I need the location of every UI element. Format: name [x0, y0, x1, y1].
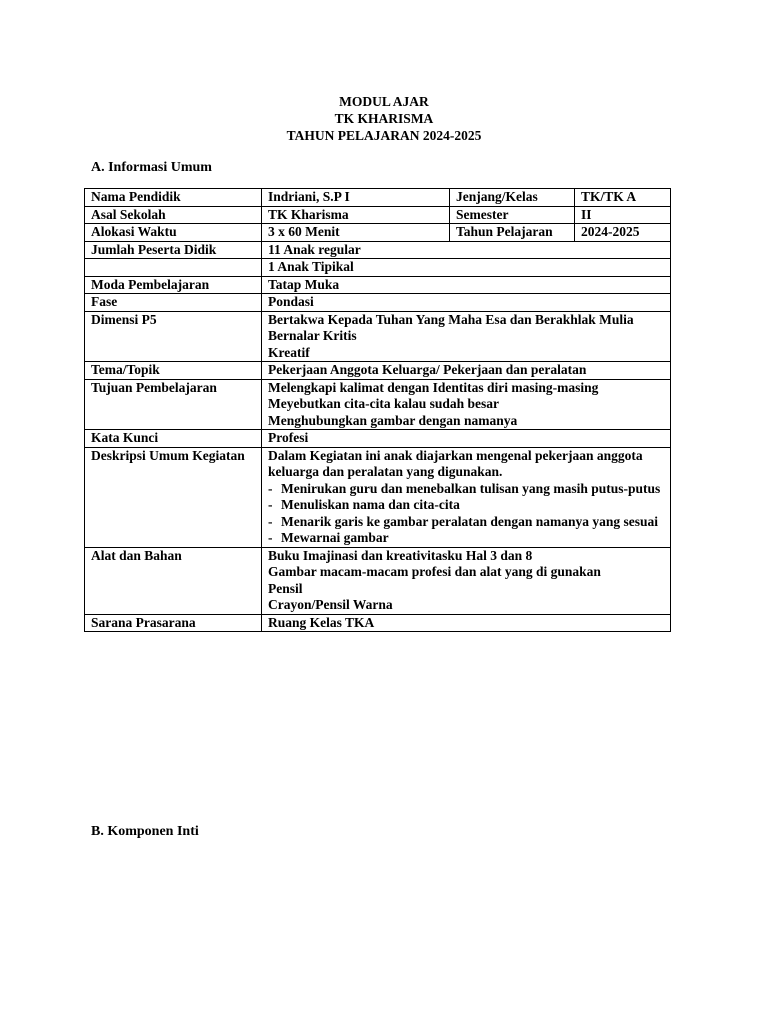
nama-pendidik-value: Indriani, S.P I — [262, 189, 450, 207]
deskripsi-values — [262, 447, 671, 547]
table-row — [85, 189, 671, 207]
alokasi-label: Alokasi Waktu — [85, 224, 262, 242]
alat-item: Gambar macam-macam profesi dan alat yang di gunakan — [268, 564, 601, 579]
bullet-dash: - — [268, 513, 273, 529]
bullet-dash: - — [268, 497, 273, 512]
deskripsi-bullet — [268, 481, 664, 498]
sarana-value: Ruang Kelas TKA — [262, 614, 671, 632]
section-b-heading: B. Komponen Inti — [91, 824, 199, 839]
info-table — [84, 188, 671, 632]
bullet-text: Menuliskan nama dan cita-cita — [281, 497, 460, 512]
table-row — [85, 241, 671, 259]
tujuan-label: Tujuan Pembelajaran — [85, 379, 262, 430]
tahun-label: Tahun Pelajaran — [450, 224, 575, 242]
alat-item: Pensil — [268, 580, 303, 596]
deskripsi-intro: Dalam Kegiatan ini anak diajarkan mengenal pekerjaan anggota keluarga dan peralatan yang digunakan. — [268, 447, 643, 479]
tema-value: Pekerjaan Anggota Keluarga/ Pekerjaan dan peralatan — [262, 362, 671, 380]
dimensi-item: Bernalar Kritis — [268, 328, 357, 343]
table-row — [85, 614, 671, 632]
dimensi-item: Bertakwa Kepada Tuhan Yang Maha Esa dan Berakhlak Mulia — [268, 311, 634, 327]
table-row — [85, 259, 671, 277]
bullet-dash: - — [268, 530, 273, 545]
bullet-text: Menarik garis ke gambar peralatan dengan namanya yang sesuai — [281, 513, 659, 529]
bullet-text: Mewarnai gambar — [281, 530, 389, 545]
jenjang-label: Jenjang/Kelas — [450, 189, 575, 207]
table-row — [85, 276, 671, 294]
deskripsi-bullet — [268, 514, 664, 531]
tema-label: Tema/Topik — [85, 362, 262, 380]
alat-values — [262, 547, 671, 614]
school-name: TK KHARISMA — [334, 111, 434, 126]
table-row — [85, 362, 671, 380]
jumlah-label: Jumlah Peserta Didik — [85, 241, 262, 259]
bullet-dash: - — [268, 480, 273, 496]
deskripsi-label: Deskripsi Umum Kegiatan — [85, 447, 262, 547]
tujuan-values — [262, 379, 671, 430]
alat-label: Alat dan Bahan — [85, 547, 262, 614]
academic-year: TAHUN PELAJARAN 2024-2025 — [286, 128, 482, 143]
semester-value: II — [575, 206, 671, 224]
table-row — [85, 294, 671, 312]
dimensi-values — [262, 311, 671, 362]
asal-sekolah-value: TK Kharisma — [262, 206, 450, 224]
fase-value: Pondasi — [262, 294, 671, 312]
jumlah-value-tipikal: 1 Anak Tipikal — [262, 259, 671, 277]
section-a-heading: A. Informasi Umum — [91, 160, 212, 175]
table-row — [85, 547, 671, 614]
empty-cell — [85, 259, 262, 277]
alat-item: Buku Imajinasi dan kreativitasku Hal 3 dan 8 — [268, 547, 533, 563]
deskripsi-bullet — [268, 530, 664, 547]
moda-label: Moda Pembelajaran — [85, 276, 262, 294]
dimensi-item: Kreatif — [268, 344, 310, 360]
nama-pendidik-label: Nama Pendidik — [85, 189, 262, 207]
sarana-label: Sarana Prasarana — [85, 614, 262, 632]
kata-kunci-value: Profesi — [262, 430, 671, 448]
table-row — [85, 311, 671, 362]
table-row — [85, 206, 671, 224]
tujuan-item: Meyebutkan cita-cita kalau sudah besar — [268, 396, 500, 411]
jenjang-value: TK/TK A — [575, 189, 671, 207]
bullet-text: Menirukan guru dan menebalkan tulisan yang masih putus-putus — [281, 480, 661, 496]
moda-value: Tatap Muka — [262, 276, 671, 294]
table-row — [85, 430, 671, 448]
deskripsi-bullet — [268, 497, 664, 514]
semester-label: Semester — [450, 206, 575, 224]
tujuan-item: Menghubungkan gambar dengan namanya — [268, 412, 518, 428]
document-title: MODUL AJAR — [339, 94, 429, 109]
fase-label: Fase — [85, 294, 262, 312]
alat-item: Crayon/Pensil Warna — [268, 597, 393, 612]
jumlah-value-regular: 11 Anak regular — [262, 241, 671, 259]
asal-sekolah-label: Asal Sekolah — [85, 206, 262, 224]
table-row — [85, 224, 671, 242]
alokasi-value: 3 x 60 Menit — [262, 224, 450, 242]
table-row — [85, 447, 671, 547]
tahun-value: 2024-2025 — [575, 224, 671, 242]
kata-kunci-label: Kata Kunci — [85, 430, 262, 448]
table-row — [85, 379, 671, 430]
dimensi-label: Dimensi P5 — [85, 311, 262, 362]
tujuan-item: Melengkapi kalimat dengan Identitas diri masing-masing — [268, 379, 599, 395]
